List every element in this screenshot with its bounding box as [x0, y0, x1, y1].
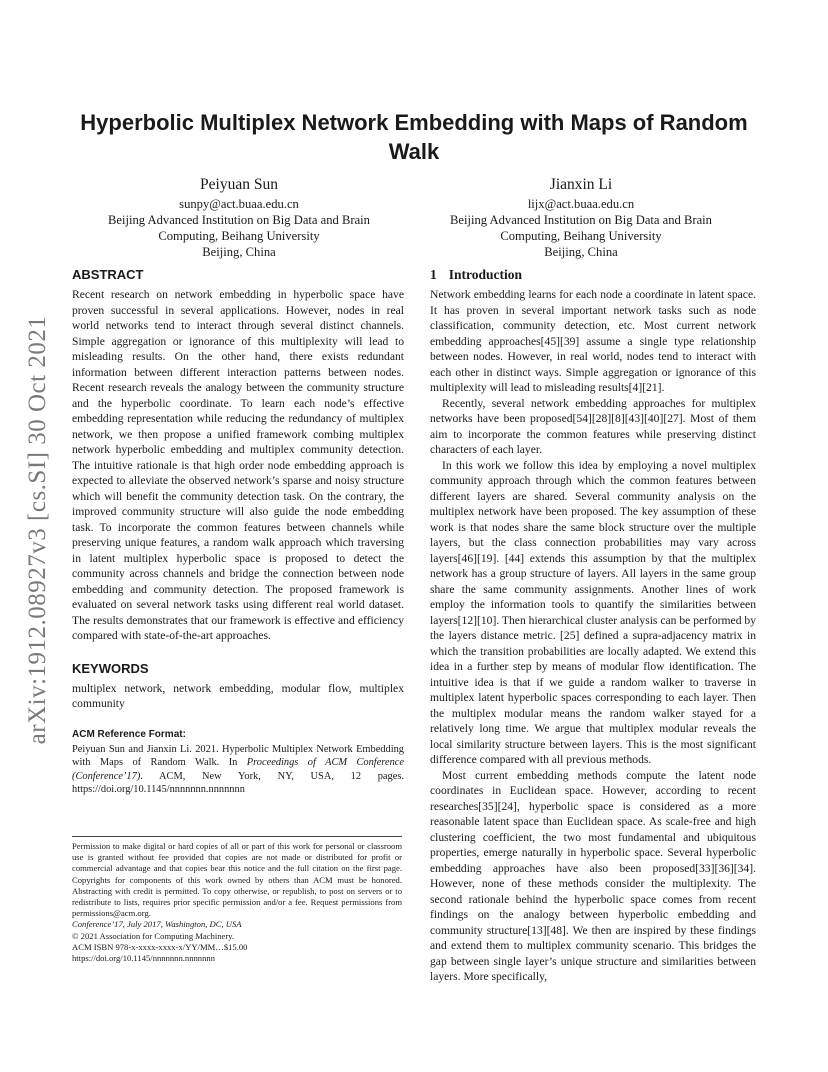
abstract-text: Recent research on network embedding in hyperbolic space have proven successful in several applications. However, nodes in real world networks tend to interact through several distinct channels. Simple aggregation or ignorance of this multiplexity will lead to misleading results. On the other hand, there exists redundant information between different interaction patterns between nodes. Recent research reveals the analogy between the community structure and the hyperbolic coordinate. To learn each node’s effective embedding representation while reducing the redundancy of multiplex network, we then propose a unified framework combing multiplex network hyperbolic embedding and multiplex community detection. The intuitive rationale is that high order node embedding approach is expected to alleviate the observed network’s sparse and noisy structure which will benefit the community detection task. On the contrary, the improved community structure will also guide the node embedding task. To incorporate the common features between channels while preserving unique features, a random walk approach which traversing in latent multiplex hyperbolic space is proposed to detect the community across channels and bridge the connection between node embedding and community detection. The proposed framework is evaluated on several network tasks using different real world dataset. The results demonstrates that our framework is effective and efficiency compared with state-of-the-art approaches.	[72, 288, 404, 642]
keywords-text: multiplex network, network embedding, modular flow, multiplex community	[72, 681, 404, 710]
permission-text: Permission to make digital or hard copies of all or part of this work for personal or classroom use is granted without fee provided that copies are not made or distributed for profit or commercial advantage and that copies bear this notice and the full citation on the first page. Copyrights for components of this work owned by others than ACM must be honored. Abstracting with credit is permitted. To copy otherwise, or republish, to post on servers or to redistribute to lists, requires prior specific permission and/or a fee. Request permissions from permissions@acm.org.	[72, 841, 402, 919]
paper-title: Hyperbolic Multiplex Network Embedding with Maps of Random Walk	[80, 110, 748, 164]
permission-footnote	[72, 836, 402, 964]
intro-paragraph: Network embedding learns for each node a coordinate in latent space. It has proven in several important network tasks such as node classification, community detection, etc. Most current network embedding approaches[45][39] assume a single type relationship between nodes. However, in real world, nodes tend to interact with each other in distinct ways. Simple aggregation or ignorance of this multiplexity will lead to misleading results[4][21].	[430, 288, 756, 394]
acm-reference-format	[72, 728, 404, 797]
author-name: Peiyuan Sun	[200, 176, 278, 193]
conference-line: Conference’17, July 2017, Washington, DC, USA	[72, 919, 242, 930]
author-block-2	[431, 174, 731, 260]
author-affiliation: Beijing Advanced Institution on Big Data and Brain Computing, Beihang University	[108, 213, 370, 243]
doi-line: https://doi.org/10.1145/nnnnnnn.nnnnnnn	[72, 953, 215, 964]
section-number: 1	[430, 267, 437, 282]
keywords-heading: KEYWORDS	[72, 660, 149, 676]
author-affiliation: Beijing Advanced Institution on Big Data and Brain Computing, Beihang University	[450, 213, 712, 243]
acm-reference-heading: ACM Reference Format:	[72, 728, 186, 740]
abstract-heading: ABSTRACT	[72, 267, 144, 282]
right-column	[430, 266, 756, 985]
author-block-1	[80, 174, 398, 260]
intro-paragraph: Recently, several network embedding approaches for multiplex networks have been proposed[54][28][8][43][40][27]. Most of them aim to incorporate the common features while preserving distinct characters of each layer.	[430, 396, 756, 456]
author-location: Beijing, China	[202, 245, 276, 259]
intro-paragraph: In this work we follow this idea by employing a novel multiplex community approach through which the common features between different layers are shared. Several community analysis on the multiplex network have been proposed. The key assumption of these work is that nodes share the same block structure over the multiple layers, but the class connection probabilities may vary across layers[46][19]. [44] extends this assumption by that the multiplex network has a group structure of layers. All layers in the same group share the same community assignments. Another lines of work employ the information tools to quantify the similarities between layers[12][10]. Then hierarchical cluster analysis can be performed by the layers distance metric. [25] defined a supra-adjacency matrix in which the transition probabilities are locally adapted. We extend this idea in a further step by means of modular flow identification. The intuitive idea is that if we guide a random walker to traverse in multiplex latent hyperbolic spaces corresponding to each layer. Then the multiplex modular means the random walker stayed for a relatively long time. We argue that multiplex modular reveals the local similarity structure between layers. This is the most significant difference compared with all previous methods.	[430, 458, 756, 766]
author-email: sunpy@act.buaa.edu.cn	[179, 197, 299, 211]
acm-reference-venue: Proceedings of ACM Conference (Conference’17)	[72, 757, 404, 782]
isbn-line: ACM ISBN 978-x-xxxx-xxxx-x/YY/MM…$15.00	[72, 941, 248, 952]
copyright-line: © 2021 Association for Computing Machinery.	[72, 930, 235, 941]
author-name: Jianxin Li	[549, 176, 613, 193]
introduction-heading	[430, 266, 756, 283]
arxiv-identifier: arXiv:1912.08927v3 [cs.SI] 30 Oct 2021	[24, 315, 51, 745]
intro-paragraph: Most current embedding methods compute the latent node coordinates in Euclidean space. However, according to recent researches[35][24], hyperbolic space is considered as a more reasonable latent space than Euclidean space. As scale-free and high clustering coefficient, the two most fundamental and ubiquitous properties, emerge naturally in hyperbolic space. Several hyperbolic embedding approaches have also been proposed[33][36][34]. However, none of these methods consider the multiplexity. The second rationale behind the hyperbolic space comes from recent findings on the analogy between hyperbolic embedding and community structure[13][48]. We then are inspired by these findings and extend them to multiplex community scenario. This bridges the gap between single layer’s unique structure and similarities between layers. More specifically,	[430, 768, 756, 983]
left-column	[72, 266, 404, 797]
author-email: lijx@act.buaa.edu.cn	[527, 197, 635, 211]
acm-reference-text: Peiyuan Sun and Jianxin Li. 2021. Hyperbolic Multiplex Network Embedding with Maps of Random Walk. In Proceedings of ACM Conference (Conference’17). ACM, New York, NY, USA, 12 pages. https://doi.org/10.1145/nnnnnnn.nnnnnnn	[72, 743, 404, 796]
section-title: Introduction	[448, 267, 523, 282]
arxiv-stamp	[18, 300, 58, 760]
author-location: Beijing, China	[544, 245, 618, 259]
